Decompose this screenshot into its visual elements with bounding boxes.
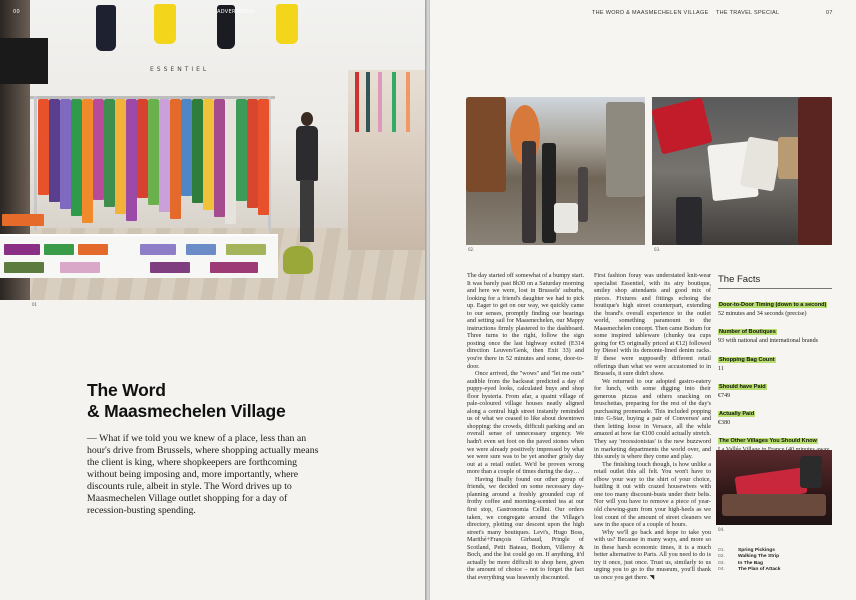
hanging-stripe (378, 72, 382, 132)
body-paragraph: We returned to our adopted gastro-eatery for lunch, with some digging into their generous pizzas and others snacking on bruschettas, preparing for the rest of the day's purchasing promenade. This included popping into G-Star, buying a pair of Converses' and then letting loose in Versace, all the while amazed at how far €100 could actually stretch. They say 'recessionistas' is the new buzzword in marketing departments the world over, and this surely is where they come and play. (594, 377, 711, 461)
related-label: In The Bag (738, 560, 763, 566)
folded-stack (4, 262, 44, 273)
shopper (522, 141, 536, 243)
related-label: Spring Pickings (738, 548, 775, 553)
folded-stack (78, 244, 108, 255)
wall-top (276, 4, 298, 44)
body-paragraph: Once arrived, the "wows" and "let me outs" audible from the backseat predicted a day of puppy-eyed looks, calculated buys and shop floor hysteria. From afar, a quaint village of pale-coloured village houses neatly aligned along a central high street instantly reminded us of what we ceased to like about downtown shopping: the crowds, difficult parking and an overall sense of unnecessary urgency. We hadn't even set foot on the paved stones when we were already positively impressed by what we were sure was to be yet another grisly day out at a retail outlet. We'd be proven wrong more than a couple of times during the day… (467, 370, 584, 476)
fact-value: 52 minutes and 34 seconds (precise) (718, 311, 807, 317)
hanging-stripe (366, 72, 370, 132)
red-bag (652, 97, 713, 154)
photo-caption-number: 02. (468, 247, 475, 252)
section-label: ADVERTORIAL (217, 9, 256, 15)
body-paragraph: Why we'll go back and hope to take you with us? Because in many ways, and more so in these harsh economic times, it is a much better alternative to Paris. All you need to do is try it once, just once. Trust us, similarly to us urging you to go to the museum, you'll thank us once you get there. ◥ (594, 528, 711, 581)
hanging-garment (236, 99, 247, 201)
hanging-garment (159, 99, 170, 212)
shopper (292, 112, 322, 247)
fact-item (718, 375, 832, 400)
folded-stack (186, 244, 216, 255)
left-page (0, 0, 425, 600)
shopper (800, 456, 822, 488)
hanging-garment (225, 99, 236, 224)
body-paragraph: First fashion foray was understated knit-wear specialist Essentiel, with its airy boutique, smiley shop attendants and good mix of pieces. Fixtures and fittings echoing the boutique's high street counterpart, extending the brand's overall experience to the outlet world, something paramount to the Maasmechelen concept. Then came Bodum for some inspired tableware (chunky tea cups going for €5 originally priced at €12) followed by Diesel with its demonte-lined denim racks. If these were supposedly different retail offerings than what we were accustomed to in Brussels, it sure didn't show. (594, 272, 711, 378)
hanging-stripe (355, 72, 359, 132)
running-header: THE WORD & MAASMECHELEN VILLAGE (592, 10, 709, 16)
rack-post (34, 96, 37, 231)
hanging-stripe (406, 72, 410, 132)
facts-title: The Facts (718, 274, 832, 289)
related-number: 04. (718, 566, 725, 572)
street-photo (466, 97, 645, 245)
fact-label: The Other Villages You Should Know (719, 438, 817, 445)
fact-item (718, 293, 832, 318)
wall-top (154, 4, 176, 44)
folded-stack (2, 214, 44, 226)
folded-stack (150, 262, 190, 273)
hanging-garment (49, 99, 60, 202)
hanging-garment (148, 99, 159, 205)
folded-stack (226, 244, 266, 255)
body-column-2 (594, 272, 711, 581)
page-folio: 00 (13, 9, 20, 15)
wall-jacket (96, 5, 116, 51)
body-paragraph: The finishing touch though, is how unlike a retail outlet this all felt. You won't have to elbow your way to the shirt of your choice, battling it out with crazed housewives with one too many discount-busts under their belts. Nor will you have to remove a piece of year-old chewing-gum from your high-heels as we lost count of the amount of street cleaners we saw in the space of a couple of hours. (594, 460, 711, 529)
hanging-garment (203, 99, 214, 210)
page-folio: 07 (826, 10, 833, 16)
fact-value: 11 (718, 365, 724, 372)
facts-box (718, 274, 832, 471)
related-item (718, 567, 832, 573)
shopping-bag (283, 246, 313, 274)
standfirst: — What if we told you we knew of a place, less than an hour's drive from Brussels, where shopping actually means the client is king, where shopkeepers are forthcoming without being imposing and, more importantly, where discounts rule, albeit in style. The Word drives up to Maasmechelen Village outlet shopping for a day of recession-busting spending. (87, 433, 319, 516)
related-label: The Plan of Attack (738, 566, 781, 572)
section-header: THE TRAVEL SPECIAL (716, 10, 780, 16)
fact-item (718, 320, 832, 345)
hanging-garment (247, 99, 258, 208)
hanging-garment (214, 99, 225, 217)
body-paragraph: Having finally found our other group of friends, we decided on some necessary day-planning around a freshly grounded cup of frothy coffee and morning-scented tea at our first stop, Gastronomia Cellini. Our orders taken, we congregate around the Village's directory, plotting our descent upon the high street's many boutiques. Levi's, Hugo Boss, Marithé+François Girbaud, Pringle of Scotland, Petit Bateau, Bodum, Villeroy & Boch, and the list could go on. If anything, it'd actually be more difficult to shop here, given the amount of choice – not to forget the fact that everything was heavenly discounted. (467, 475, 584, 581)
hanging-garment (137, 99, 148, 198)
fact-label: Actually Paid (719, 411, 755, 418)
white-bag (740, 136, 782, 191)
fact-label: Shopping Bag Count (719, 356, 775, 363)
hanging-garment (60, 99, 71, 209)
hanging-garment (71, 99, 82, 216)
table (722, 494, 826, 516)
hanging-garment (192, 99, 203, 203)
folded-stack (210, 262, 258, 273)
hanging-stripe (392, 72, 396, 132)
related-label: Walking The Strip (738, 554, 780, 560)
fact-label: Should have Paid (719, 383, 766, 390)
article-title (87, 380, 286, 422)
hanging-garment (126, 99, 137, 221)
hanging-garment (181, 99, 192, 196)
hanging-garment (93, 99, 104, 200)
wall-panel (0, 38, 48, 84)
hanging-garment (38, 99, 49, 195)
building (606, 102, 645, 197)
body-column-1 (467, 272, 584, 581)
folded-stack (4, 244, 40, 255)
title-line: & Maasmechelen Village (87, 401, 286, 421)
building (466, 97, 506, 192)
shopper-head (301, 112, 313, 126)
shopper-body (296, 126, 318, 181)
shopper-legs (300, 180, 314, 242)
title-line: The Word (87, 380, 166, 400)
related-number: 02. (718, 554, 725, 560)
related-index (718, 548, 832, 573)
fact-label: Number of Boutiques (719, 329, 776, 336)
hanging-garment (258, 99, 269, 215)
photo-caption-number: 01 (32, 302, 38, 307)
photo-caption-number: 03. (654, 247, 661, 252)
store-interior-photo (716, 450, 832, 525)
adjacent-store (348, 70, 425, 250)
shopper-legs (676, 197, 702, 245)
shopping-bag (554, 203, 578, 233)
boutique-photo (0, 0, 425, 300)
shopper-coat (798, 97, 832, 245)
hanging-garment (170, 99, 181, 219)
hanging-garment (115, 99, 126, 214)
fact-label: Door-to-Door Timing (down to a second) (719, 302, 827, 308)
passer-by (578, 167, 588, 222)
folded-stack (44, 244, 74, 255)
shopping-bags-photo (652, 97, 832, 245)
photo-caption-number: 04. (718, 527, 725, 532)
folded-stack (140, 244, 176, 255)
body-paragraph: The day started off somewhat of a bumpy start. It was barely past 8h30 on a Saturday morning and here we were, lost in Brussels' suburbs, looking for a friend's daughter we had to pick up. Eager to get on our way, we quickly came to our senses, promptly finding our bearings and setting sail for Maasmechelen, our Mappy instructions firmly plastered to the dashboard. Three turns to the right, follow the sign posting once the last highway exited (E314 direction Leuven/Genk, then Exit 33) and you're there in 52 minutes and some, door-to-door. (467, 272, 584, 370)
hanging-garment (82, 99, 93, 223)
fact-value: €380 (718, 420, 731, 427)
display-shelf (0, 234, 278, 278)
hanging-garment (104, 99, 115, 207)
fact-item (718, 402, 832, 427)
fact-value: 93 with national and international brands (718, 338, 819, 345)
store-sign: ESSENTIEL (150, 66, 210, 73)
folded-stack (60, 262, 100, 273)
fact-value: €749 (718, 392, 731, 399)
related-number: 03. (718, 560, 725, 566)
fact-item (718, 348, 832, 373)
related-number: 01. (718, 548, 725, 553)
right-page (430, 0, 856, 600)
